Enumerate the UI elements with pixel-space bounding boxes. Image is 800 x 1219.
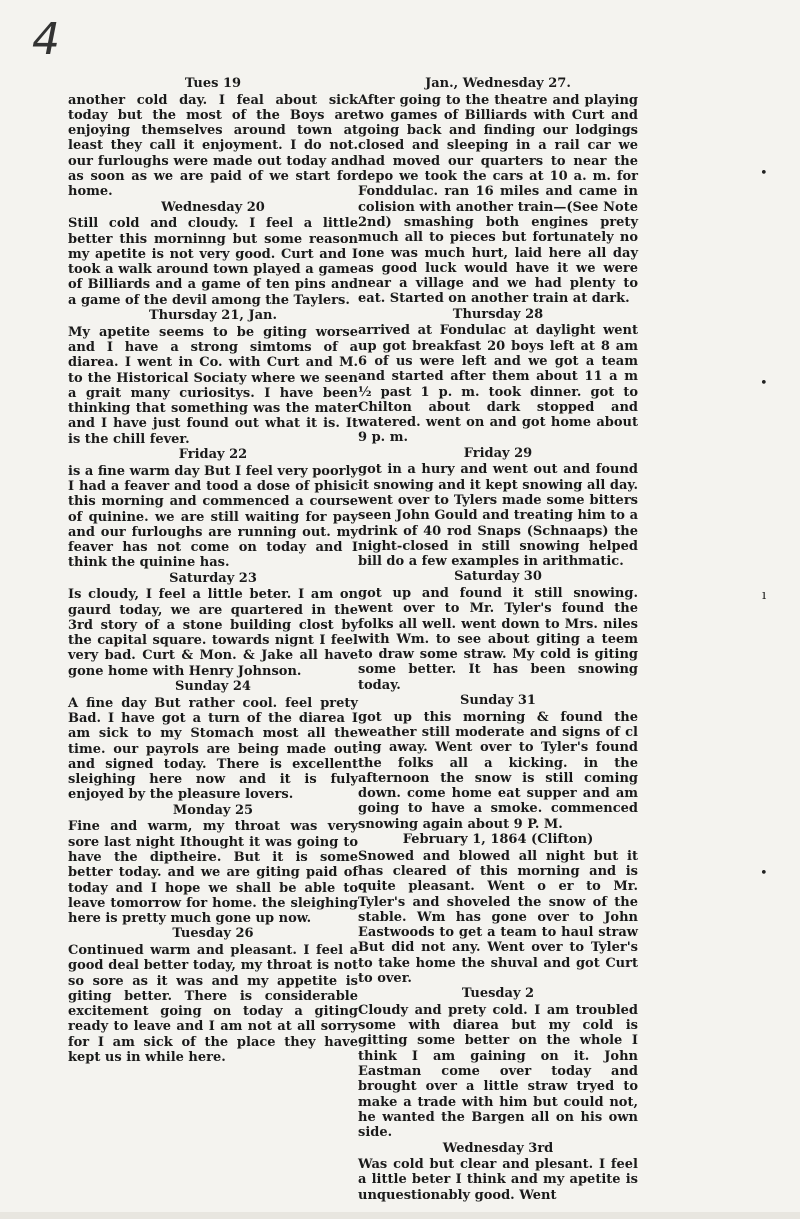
diary-entry — [68, 76, 358, 200]
entry-text: is a fine warm day But I feel very poorly I had a feaver and tood a dose of phisic this morning and commenced a course of quinine. we are still waiting for pay and our furloughs are running out. my feaver has not come on today and I think the quinine has. — [68, 463, 358, 571]
entry-text: My apetite seems to be giting worse and I have a strong simtoms of a diarea. I went in Co. with Curt and M. to the Historical Sociaty where we seen a grait many curiositys. I have been thinking that something was the mater and I have just found out what it is. It is the chill fever. — [68, 324, 358, 447]
margin-mark: • — [760, 866, 768, 881]
entry-heading: Wednesday 20 — [161, 199, 265, 215]
entry-text: After going to the theatre and playing two games of Billiards with Curt and going back and finding our lodgings closed and sleeping in a rail car we had moved our quarters to near the depo we took the cars at 10 a. m. for Fonddulac. ran 16 miles and came in colision with another train—(See Note 2nd) smashing both engines prety much all to pieces but fortunately no one was much hurt, laid here all day as good luck would have it we were near a village and we had plenty to eat. Started on another train at dark. — [358, 92, 638, 307]
margin-mark: • — [760, 376, 768, 391]
diary-entry — [358, 446, 638, 570]
diary-entry — [68, 926, 358, 1065]
entry-text: arrived at Fondulac at daylight went up got breakfast 20 boys left at 8 am 6 of us were left and we got a team and started after them about 11 a m ½ past 1 p. m. took dinner. got to Chilton about dark stopped and watered. went on and got home about 9 p. m. — [358, 323, 638, 446]
entry-heading: Tues 19 — [184, 76, 242, 91]
page-number: 4 — [32, 14, 60, 65]
bottom-edge — [0, 1212, 800, 1219]
left-column — [68, 76, 358, 1065]
entry-text: Was cold but clear and plesant. I feel a little beter I think and my apetite is unquestionably good. Went — [358, 1157, 638, 1203]
margin-mark: ı — [762, 588, 767, 603]
diary-entry — [68, 447, 358, 571]
diary-entry — [68, 679, 358, 803]
diary-entry — [358, 307, 638, 446]
entry-text: Continued warm and pleasant. I feel a good deal better today, my throat is not so sore as it was and my appetite is giting better. There is considerable excitement going on today a giting ready to leave and I am not at all sorry for I am sick of the place they have kept us in while here. — [68, 943, 358, 1066]
entry-heading: Tuesday 26 — [172, 926, 254, 942]
margin-mark: • — [760, 166, 768, 181]
entry-heading: Thursday 21, Jan. — [148, 308, 278, 324]
entry-text: got up this morning & found the weather still moderate and signs of cl ing away. Went over to Tyler's found the folks all a kicking. in the afternoon the snow is still coming down. come home eat supper and am going to have a smoke. commenced snowing again about 9 P. M. — [358, 709, 638, 832]
entry-heading: Friday 22 — [178, 447, 248, 463]
entry-text: another cold day. I feal about sick today but the most of the Boys are enjoying themselves around town at least they call it enjoyment. I do not. our furloughs were made out today and as soon as we are paid of we start for home. — [68, 92, 358, 200]
entry-heading: Saturday 23 — [169, 570, 257, 586]
diary-entry — [68, 308, 358, 447]
right-column — [358, 76, 638, 1203]
entry-text: got up and found it still snowing. went over to Mr. Tyler's found the folks all well. went down to Mrs. niles with Wm. to see about giting a teem to draw some straw. My cold is giting some better. It has been snowing today. — [358, 585, 638, 693]
diary-entry — [358, 569, 638, 693]
diary-entry — [358, 693, 638, 832]
entry-heading: Tuesday 2 — [461, 986, 535, 1002]
entry-text: Still cold and cloudy. I feel a little better this morninng but some reason my apetite is not very good. Curt and I took a walk around town played a game of Billiards and a game of ten pins and a game of the devil among the Taylers. — [68, 216, 358, 308]
entry-text: A fine day But rather cool. feel prety Bad. I have got a turn of the diarea I am sick to my Stomach most all the time. our payrols are being made out and signed today. There is excellent sleighing here now and it is fuly enjoyed by the pleasure lovers. — [68, 695, 358, 803]
entry-text: Fine and warm, my throat was very sore last night Ithought it was going to have the diptheire. But it is some better today. and we are giting paid of today and I hope we shall be able to leave tomorrow for home. the sleighing here is pretty much gone up now. — [68, 819, 358, 927]
diary-entry — [68, 803, 358, 927]
entry-text: Is cloudy, I feel a little beter. I am on gaurd today, we are quartered in the 3rd story of a stone building clost by the capital square. towards nignt I feel very bad. Curt & Mon. & Jake all have gone home with Henry Johnson. — [68, 587, 358, 679]
diary-entry — [358, 832, 638, 986]
diary-entry — [358, 986, 638, 1140]
entry-heading: Sunday 31 — [460, 693, 536, 709]
entry-text: Cloudy and prety cold. I am troubled some with diarea but my cold is gitting some better on the whole I think I am gaining on it. John Eastman come over today and brought over a little straw tryed to make a trade with him but could not, he wanted the Bargen all on his own side. — [358, 1002, 638, 1141]
diary-entry — [358, 1141, 638, 1203]
entry-heading: Saturday 30 — [454, 569, 542, 585]
entry-heading: Friday 29 — [463, 445, 533, 461]
entry-heading: February 1, 1864 (Clifton) — [402, 832, 594, 848]
diary-entry — [358, 76, 638, 307]
diary-entry — [68, 200, 358, 308]
entry-heading: Thursday 28 — [452, 306, 544, 322]
entry-heading: Sunday 24 — [175, 679, 251, 695]
diary-entry — [68, 571, 358, 679]
entry-text: got in a hury and went out and found it snowing and it kept snowing all day. went over to Tylers made some bitters seen John Gould and treating him to a drink of 40 rod Snaps (Schnaaps) the night-closed in still snowing helped bill do a few examples in arithmatic. — [358, 462, 638, 570]
entry-text: Snowed and blowed all night but it has cleared of this morning and is quite pleasant. Went o er to Mr. Tyler's and shoveled the snow of the stable. Wm has gone over to John Eastwoods to get a team to haul straw But did not any. Went over to Tyler's to take home the shuval and got Curt to over. — [358, 848, 638, 986]
entry-heading: Monday 25 — [172, 802, 254, 818]
entry-heading: Jan., Wednesday 27. — [425, 76, 571, 91]
entry-heading: Wednesday 3rd — [442, 1140, 554, 1156]
